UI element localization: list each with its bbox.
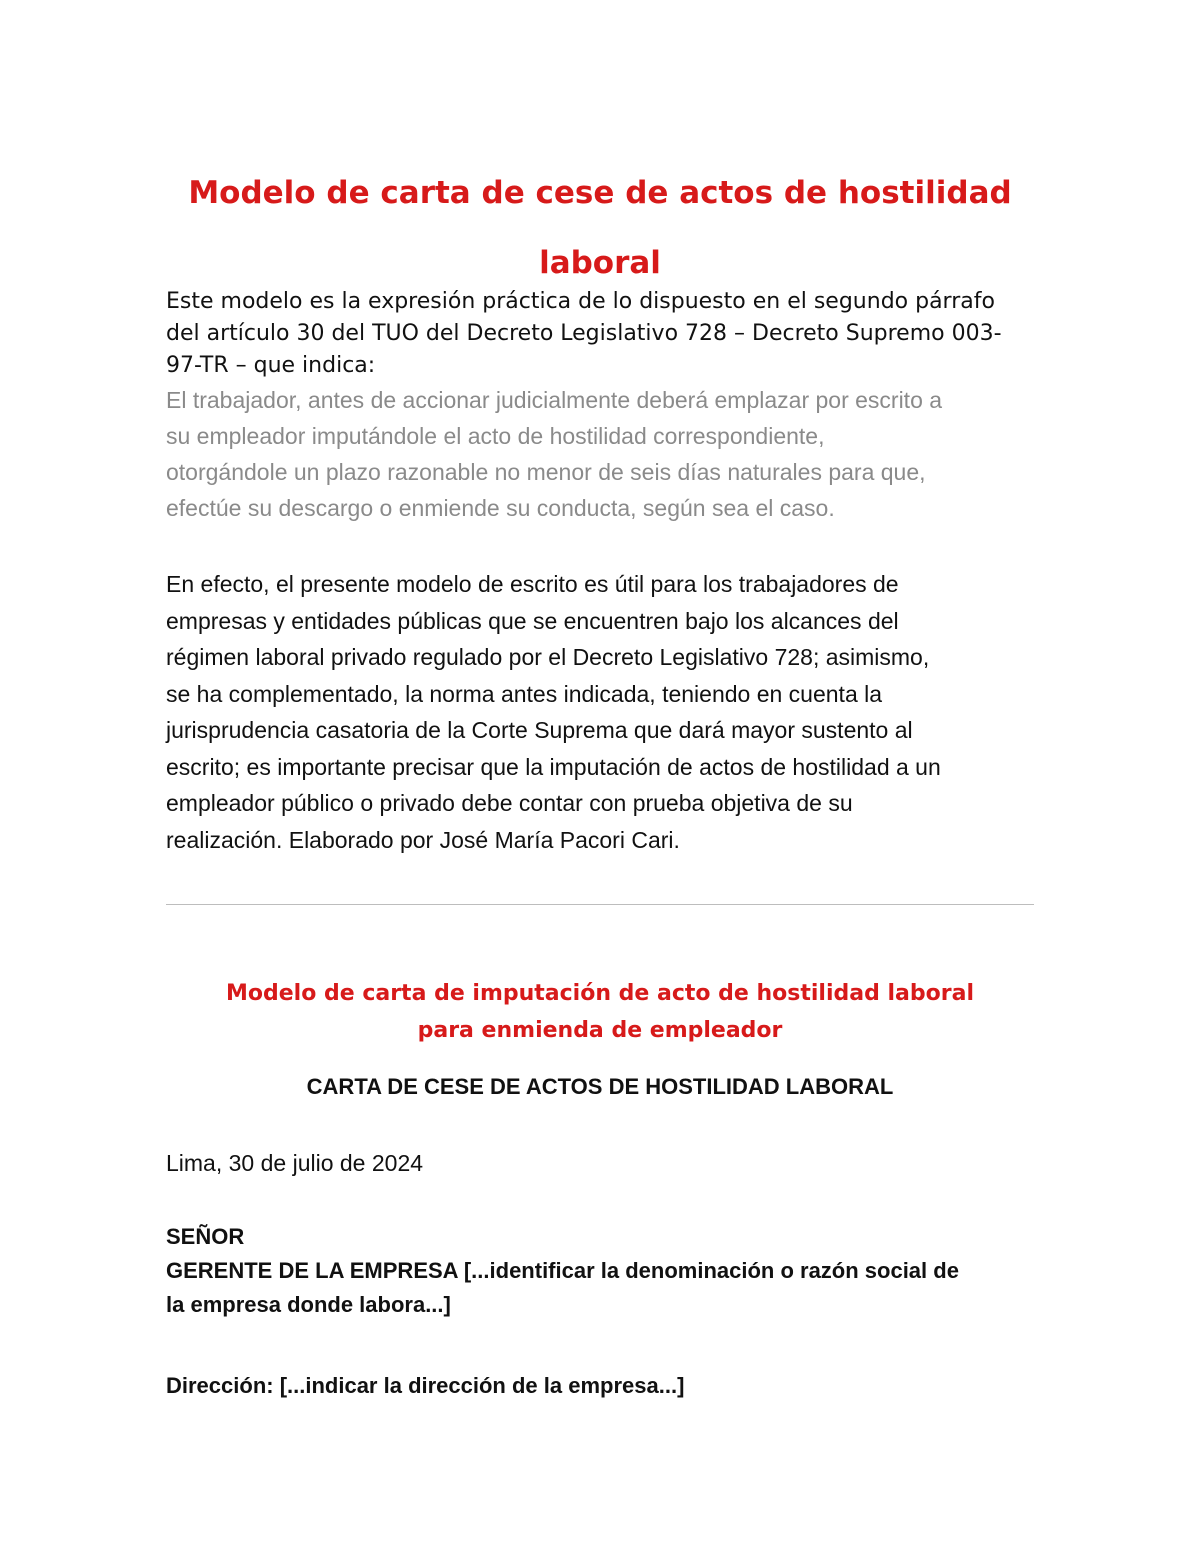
subtitle-line: Modelo de carta de imputación de acto de hostilidad laboral [226, 981, 974, 1006]
title-line: Modelo de carta de cese de actos de hostilidad [188, 175, 1012, 211]
quote-line: El trabajador, antes de accionar judicialmente deberá emplazar por escrito a [166, 387, 943, 413]
intro-line: del artículo 30 del TUO del Decreto Legislativo 728 – Decreto Supremo 003- [166, 321, 1002, 346]
body-line: realización. Elaborado por José María Pacori Cari. [166, 826, 680, 853]
body-line: empleador público o privado debe contar con prueba objetiva de su [166, 790, 853, 816]
body-line: jurisprudencia casatoria de la Corte Suprema que dará mayor sustento al [166, 717, 913, 743]
quote-line: otorgándole un plazo razonable no menor de seis días naturales para que, [166, 459, 926, 485]
document-title [166, 158, 1034, 298]
title-line: laboral [539, 245, 661, 281]
body-line: empresas y entidades públicas que se encuentren bajo los alcances del [166, 607, 899, 634]
addressee-line: SEÑOR [166, 1224, 245, 1249]
addressee-line: GERENTE DE LA EMPRESA [...identificar la denominación o razón social de [166, 1258, 959, 1283]
body-line: En efecto, el presente modelo de escrito es útil para los trabajadores de [166, 571, 899, 597]
body-line: se ha complementado, la norma antes indicada, teniendo en cuenta la [166, 680, 883, 707]
quote-line: su empleador imputándole el acto de hostilidad correspondiente, [166, 423, 825, 449]
subtitle-line: para enmienda de empleador [417, 1018, 783, 1043]
addressee-line: la empresa donde labora...] [166, 1292, 451, 1317]
body-paragraph [166, 566, 1034, 858]
quote-line: efectúe su descargo o enmiende su conducta, según sea el caso. [166, 495, 835, 521]
letter-address: Dirección: [...indicar la dirección de la empresa...] [166, 1373, 685, 1398]
intro-line: Este modelo es la expresión práctica de lo dispuesto en el segundo párrafo [166, 289, 995, 314]
letter-heading: CARTA DE CESE DE ACTOS DE HOSTILIDAD LABORAL [306, 1074, 894, 1099]
body-line: escrito; es importante precisar que la imputación de actos de hostilidad a un [166, 753, 941, 780]
letter-date: Lima, 30 de julio de 2024 [166, 1150, 424, 1176]
intro-paragraph [166, 286, 1034, 382]
body-line: régimen laboral privado regulado por el Decreto Legislativo 728; asimismo, [166, 644, 930, 670]
intro-line: 97-TR – que indica: [166, 353, 376, 378]
section-subtitle [166, 975, 1034, 1049]
section-divider [166, 904, 1034, 905]
letter-addressee [166, 1220, 1034, 1322]
legal-quote [166, 382, 1034, 526]
